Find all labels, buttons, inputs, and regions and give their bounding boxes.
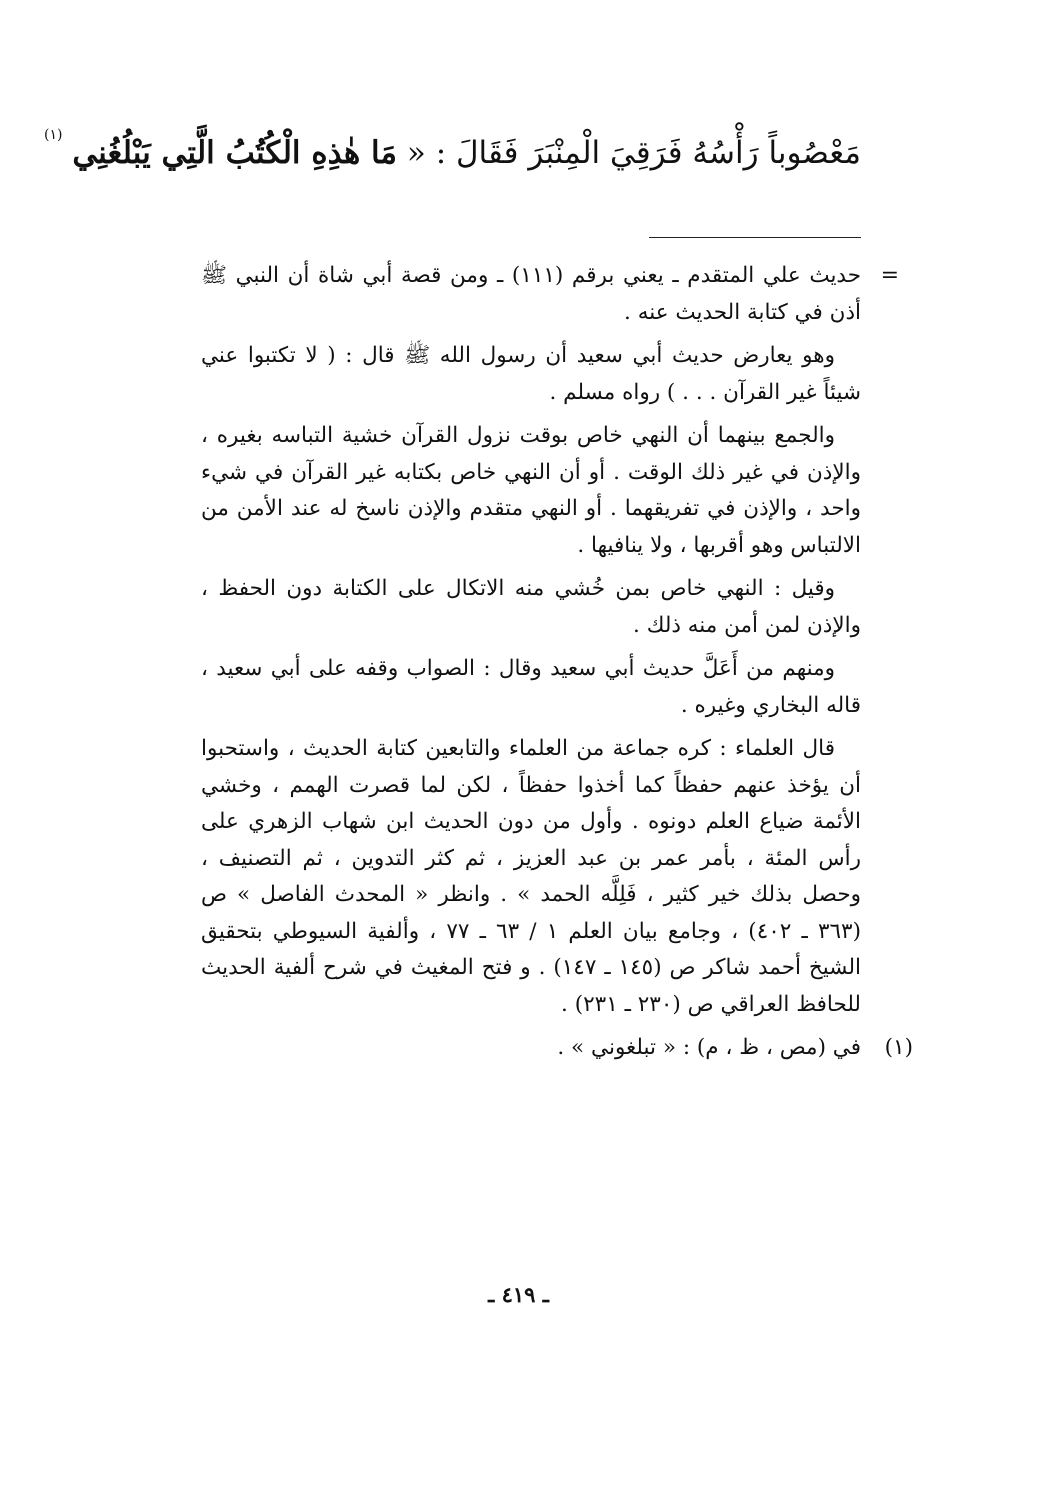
continuation-mark: = (880, 263, 899, 288)
footnote-separator (649, 237, 861, 238)
footnote-1 (201, 1030, 913, 1067)
footnote-paragraph: قال العلماء : كره جماعة من العلماء والتابعين كتابة الحديث ، واستحبوا أن يؤخذ عنهم حفظاً كما أخذوا حفظاً ، لكن لما قصرت الهمم ، وخشي الأئمة ضياع العلم دونوه . وأول من دون الحديث ابن شهاب الزهري على رأس المئة ، بأمر عمر بن عبد العزيز ، ثم كثر التدوين ، ثم التصنيف ، وحصل بذلك خير كثير ، فَلِلَّه الحمد » . وانظر « المحدث الفاصل » ص (٣٦٣ ـ ٤٠٢) ، وجامع بيان العلم ١ / ٦٣ ـ ٧٧ ، وألفية السيوطي بتحقيق الشيخ أحمد شاكر ص (١٤٥ ـ ١٤٧) . و فتح المغيث في شرح ألفية الحديث للحافظ العراقي ص (٢٣٠ ـ ٢٣١) . (201, 736, 862, 1017)
footnote-text: في (مص ، ظ ، م) : « تبلغوني » . (557, 1035, 861, 1060)
page-number: ـ ٤١٩ ـ (488, 1282, 549, 1307)
footnote-paragraph: حديث علي المتقدم ـ يعني برقم (١١١) ـ ومن قصة أبي شاة أن النبي ﷺ أذن في كتابة الحديث عنه . (201, 263, 862, 325)
main-text-start: مَعْصُوباً رَأْسُهُ فَرَقِيَ الْمِنْبَرَ فَقَالَ : « (397, 135, 861, 171)
footnote-reference: (١) (44, 127, 63, 143)
main-text-quote: مَا هٰذِهِ الْكُتُبُ الَّتِي يَبْلُغُنِي (72, 135, 398, 171)
footnote-paragraph: والجمع بينهما أن النهي خاص بوقت نزول القرآن خشية التباسه بغيره ، والإذن في غير ذلك الوقت . أو أن النهي خاص بكتابه غير القرآن في شيء واحد ، والإذن في تفريقهما . أو النهي متقدم والإذن ناسخ له عند الأمن من الالتباس وهو أقربها ، ولا ينافيها . (201, 423, 861, 558)
footnote-paragraph: وهو يعارض حديث أبي سعيد أن رسول الله ﷺ قال : ( لا تكتبوا عني شيئاً غير القرآن . . . ) رواه مسلم . (201, 343, 861, 405)
footnote-paragraph: ومنهم من أَعَلَّ حديث أبي سعيد وقال : الصواب وقفه على أبي سعيد ، قاله البخاري وغيره . (201, 656, 861, 718)
footnote-number: (١) (884, 1035, 913, 1060)
footnotes-section (201, 258, 913, 1067)
main-text-line (44, 127, 861, 178)
footnote-continuation (201, 258, 899, 1023)
footnote-paragraph: وقيل : النهي خاص بمن خُشي منه الاتكال على الكتابة دون الحفظ ، والإذن لمن أمن منه ذلك . (201, 576, 861, 638)
